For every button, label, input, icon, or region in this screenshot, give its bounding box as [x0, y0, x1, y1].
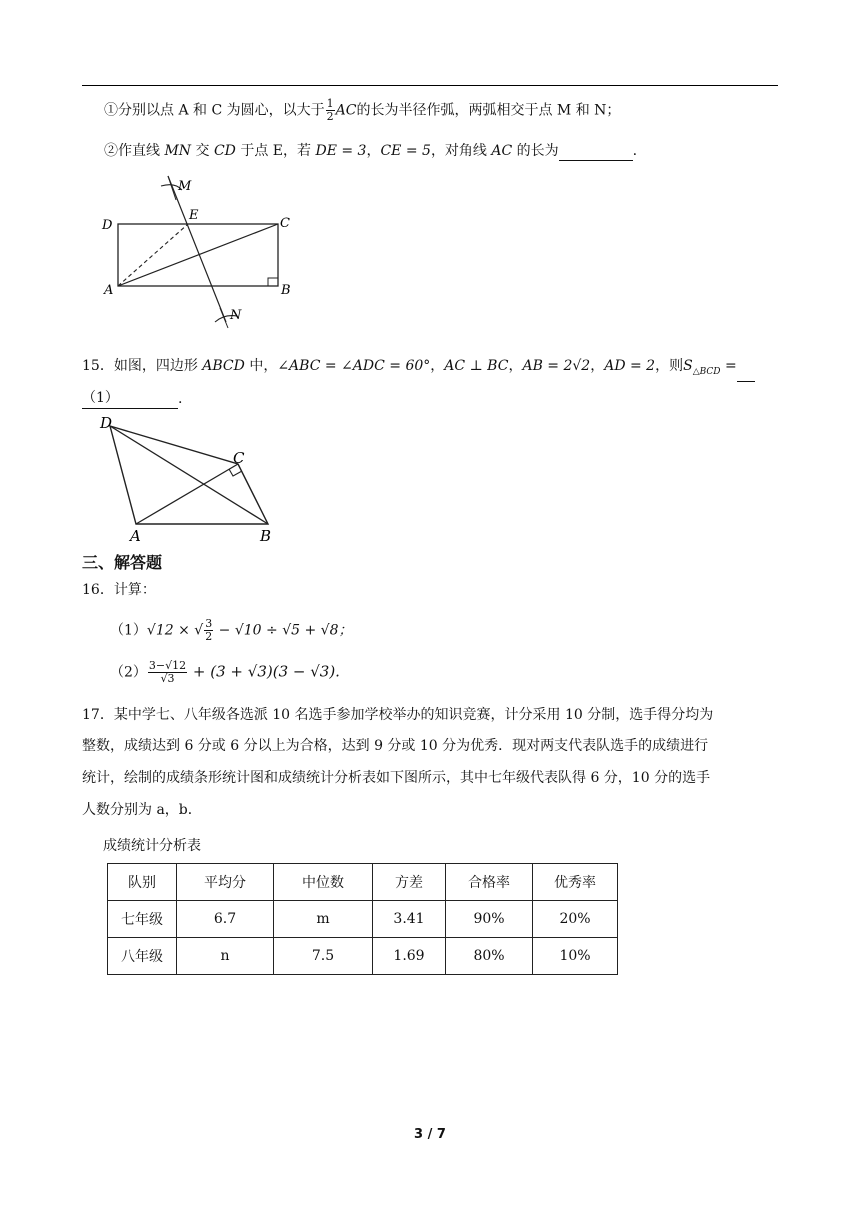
table-cell: 80%	[446, 938, 533, 975]
header-cell: 合格率	[446, 864, 533, 901]
label-a: A	[104, 283, 114, 298]
half-fraction: $\frac{1}{2}$	[326, 97, 334, 123]
label-n: N	[230, 308, 242, 323]
page-number: 3 / 7	[414, 1127, 446, 1142]
table-cell: 6.7	[177, 901, 274, 938]
table-cell: 1.69	[373, 938, 446, 975]
header-cell: 方差	[373, 864, 446, 901]
q14-step1: ①分别以点 A 和 C 为圆心，以大于 $\frac{1}{2}$ AC的长为半径作弧，两弧相交于点 M 和 N；	[104, 97, 621, 123]
q16-part2: （2） $\frac{3-√12}{√3}$ + (3 + √3)(3 − √3).	[110, 659, 340, 685]
label-c: C	[233, 449, 245, 467]
header-cell: 队别	[108, 864, 177, 901]
q17-line1: 17．某中学七、八年级各选派 10 名选手参加学校举办的知识竞赛，计分采用 10 分制，选手得分均为	[82, 707, 714, 723]
table-cell: m	[274, 901, 373, 938]
table-cell: 七年级	[108, 901, 177, 938]
segment-ae	[118, 224, 188, 286]
table-row	[108, 901, 618, 938]
section-title: 三、解答题	[82, 553, 163, 572]
table-cell: 20%	[533, 901, 618, 938]
table-cell: 10%	[533, 938, 618, 975]
q15-text: 15．如图，四边形 ABCD 中，∠ABC = ∠ADC = 60°，AC ⊥ BC，AB = 2√2，AD = 2，则$S_{\triangle BCD}$ =	[82, 356, 755, 382]
q16-part1: （1）√12 × √ $\frac{3}{2}$ − √10 ÷ √5 + √8；	[110, 617, 353, 643]
label-c: C	[280, 216, 290, 231]
radical-fraction: $\frac{3-√12}{√3}$	[148, 659, 187, 685]
q17-line2: 整数，成绩达到 6 分或 6 分以上为合格，达到 9 分或 10 分为优秀．现对两支代表队选手的成绩进行	[82, 738, 709, 754]
table-cell: 3.41	[373, 901, 446, 938]
table-cell: 八年级	[108, 938, 177, 975]
answer-blank	[559, 140, 633, 161]
q15-quadrilateral-figure	[96, 412, 286, 547]
q17-line3: 统计，绘制的成绩条形统计图和成绩统计分析表如下图所示，其中七年级代表队得 6 分，10 分的选手	[82, 770, 711, 786]
q15-answer-line: （1） .	[82, 390, 183, 407]
table-cell: 90%	[446, 901, 533, 938]
table-cell: 7.5	[274, 938, 373, 975]
header-cell: 优秀率	[533, 864, 618, 901]
q14-step2: ②作直线 MN 交 CD 于点 E，若 DE = 3，CE = 5，对角线 AC 的长为 .	[104, 140, 637, 161]
line-mn	[168, 176, 226, 322]
stats-table	[107, 863, 618, 975]
label-e: E	[189, 208, 199, 223]
table-cell: n	[177, 938, 274, 975]
diagonal-db	[110, 426, 268, 524]
q14-rectangle-figure	[96, 170, 306, 330]
diagonal-ac	[118, 224, 278, 286]
label-a: A	[130, 527, 141, 545]
table-row	[108, 938, 618, 975]
q17-line4: 人数分别为 a，b．	[82, 802, 202, 818]
table-caption: 成绩统计分析表	[103, 838, 201, 854]
label-b: B	[260, 527, 272, 545]
table-header-row	[108, 864, 618, 901]
q16-title: 16．计算：	[82, 582, 156, 598]
header-cell: 平均分	[177, 864, 274, 901]
sqrt-fraction: $\frac{3}{2}$	[205, 617, 213, 643]
right-angle-mark	[268, 278, 278, 286]
label-d: D	[102, 218, 113, 233]
label-b: B	[281, 283, 291, 298]
label-m: M	[178, 179, 192, 194]
header-cell: 中位数	[274, 864, 373, 901]
label-d: D	[100, 414, 113, 432]
header-rule	[82, 85, 778, 86]
right-angle-mark	[229, 469, 242, 476]
